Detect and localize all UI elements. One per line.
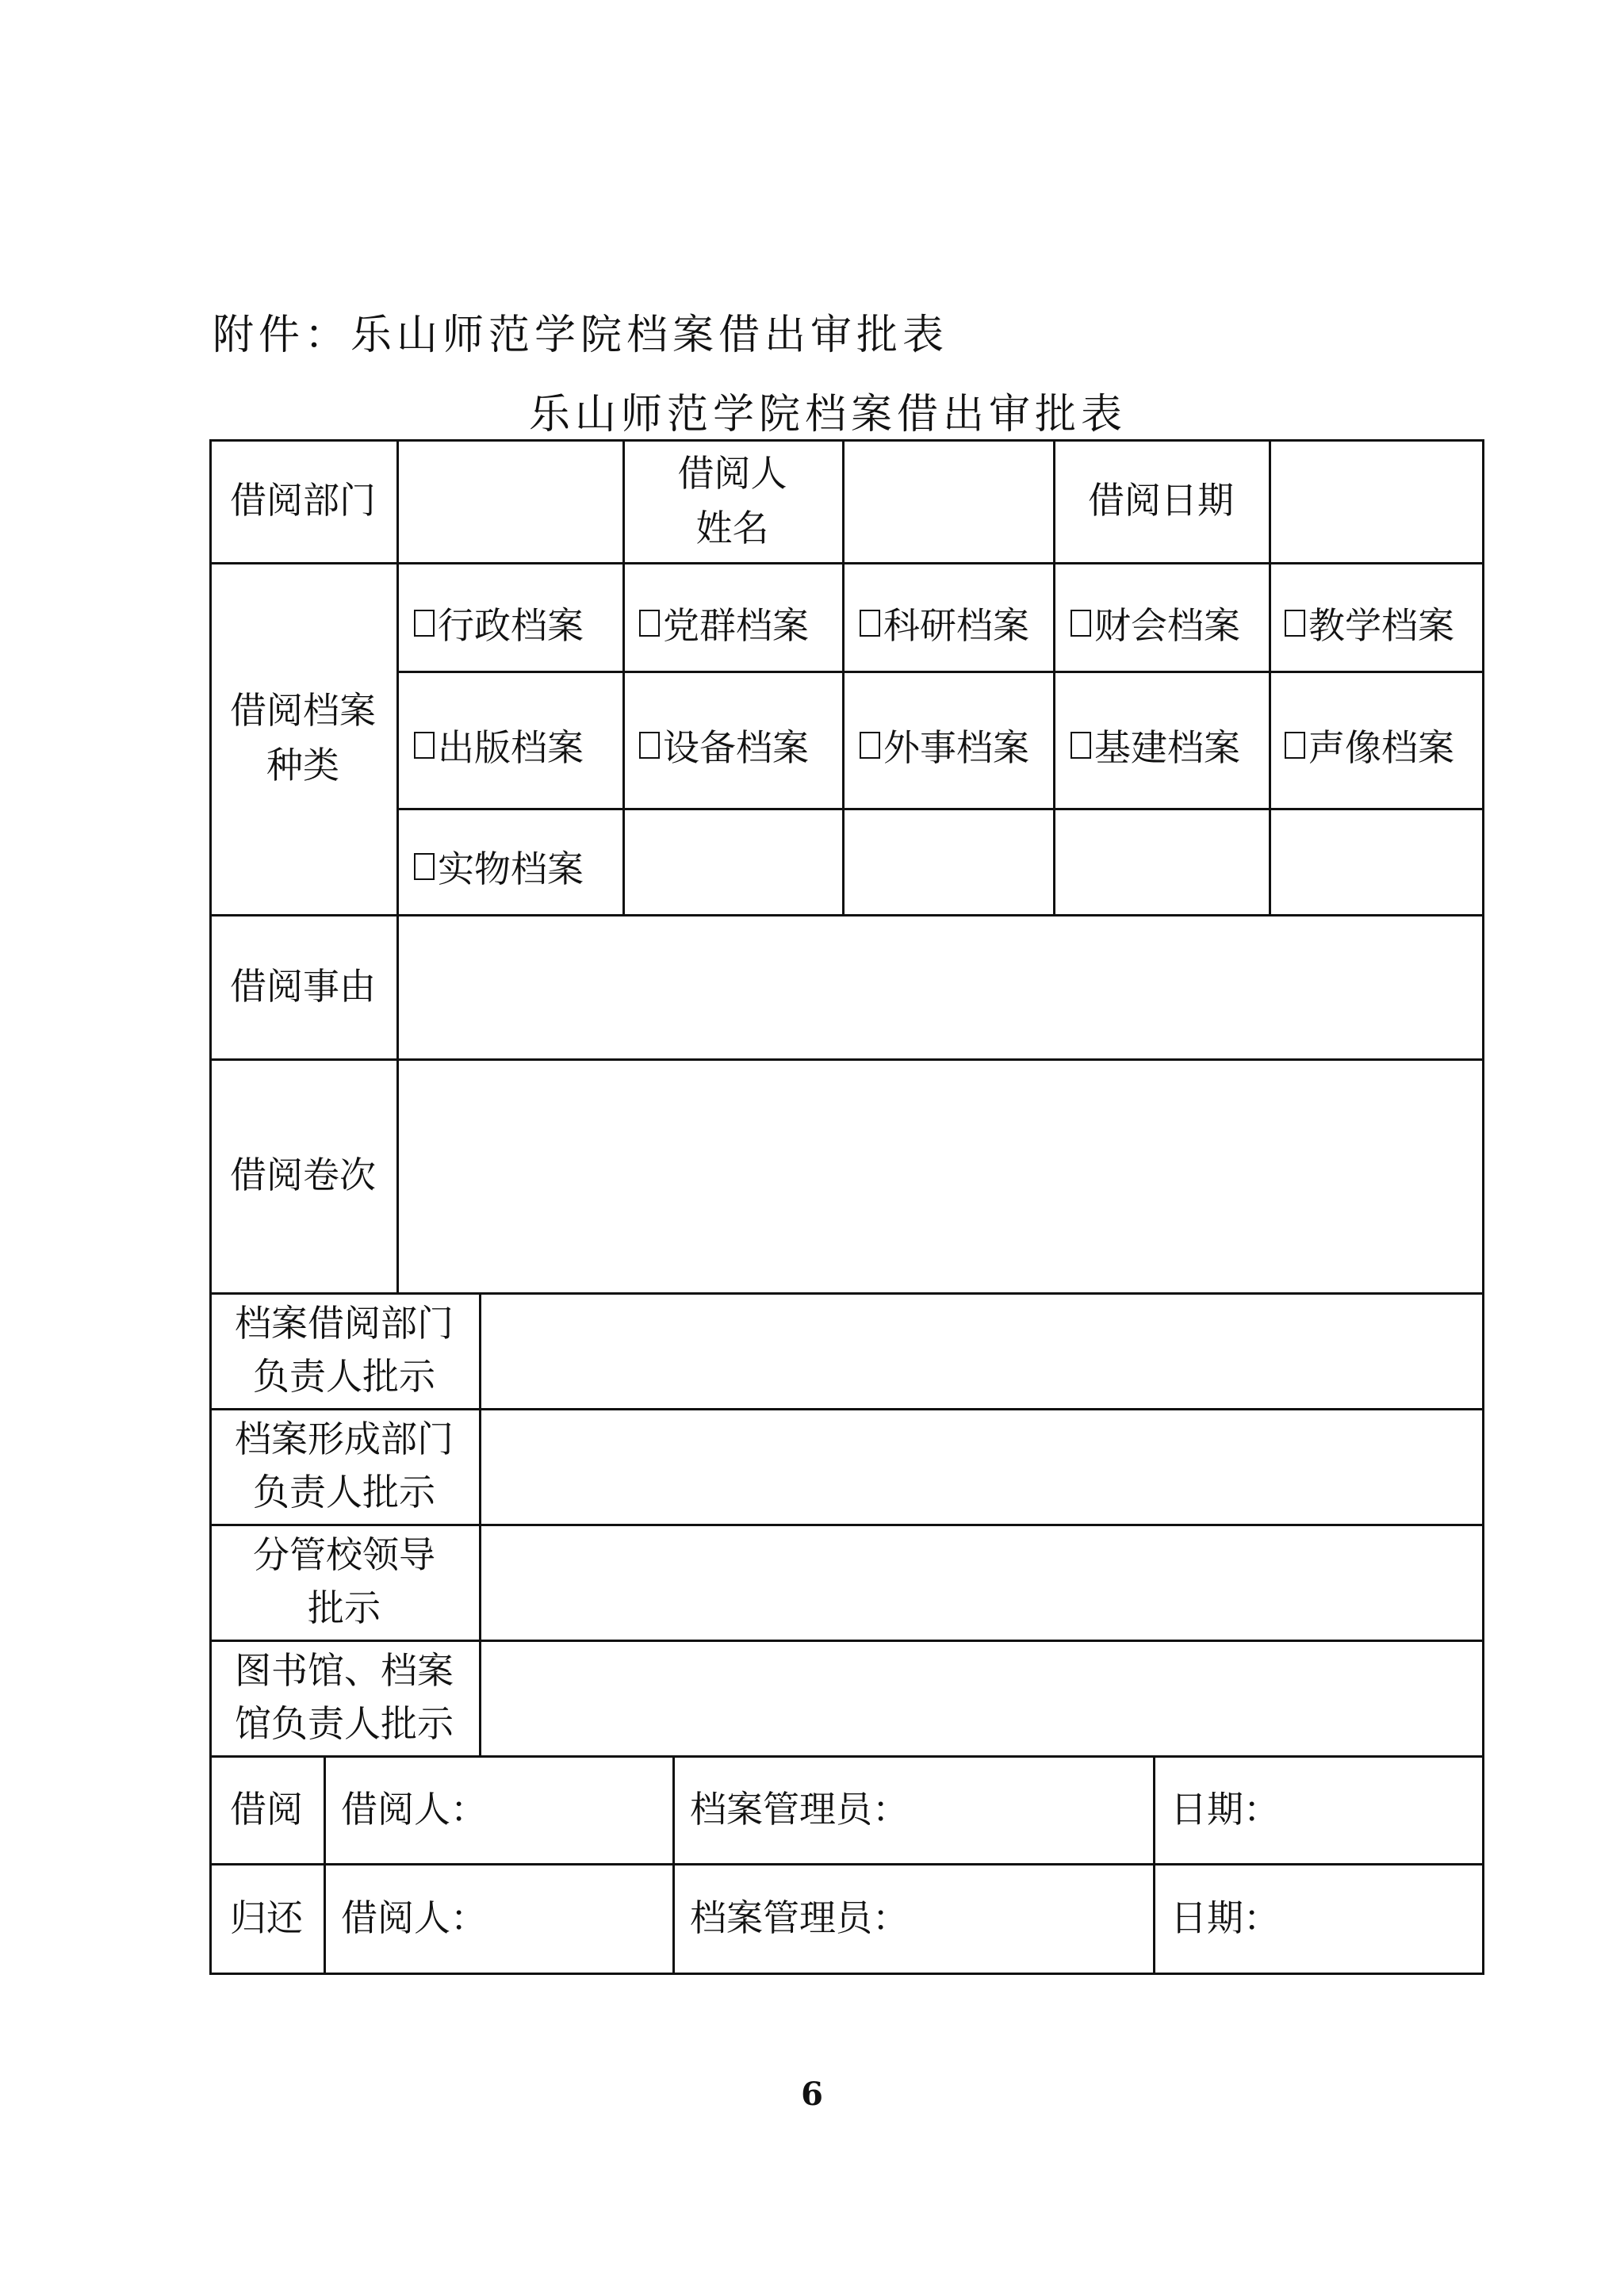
- category-option-label: 基建档案: [1094, 726, 1240, 769]
- approval-label-line2: 负责人批示: [253, 1355, 435, 1398]
- borrow-row-date[interactable]: 日期：: [1170, 1787, 1280, 1831]
- category-label-line1: 借阅档案: [230, 689, 376, 732]
- category-label-line2: 种类: [266, 744, 339, 786]
- category-option-label: 外事档案: [883, 726, 1029, 769]
- checkbox-icon[interactable]: [414, 853, 435, 880]
- category-option-physical[interactable]: [414, 840, 584, 893]
- approval-label-line1: 图书馆、档案: [235, 1649, 454, 1693]
- dept-label: 借阅部门: [230, 479, 376, 522]
- attachment-heading: 附件：乐山师范学院档案借出审批表: [213, 312, 949, 359]
- volumes-field[interactable]: [396, 1058, 1482, 1292]
- checkbox-icon[interactable]: [1071, 610, 1091, 637]
- category-option-label: 科研档案: [883, 604, 1029, 647]
- borrow-row-label: 借阅: [230, 1787, 303, 1831]
- approval-origin-dept-label: [209, 1408, 479, 1524]
- return-row-keeper[interactable]: 档案管理员：: [690, 1896, 909, 1939]
- category-option-label: 教学档案: [1308, 604, 1454, 647]
- checkbox-icon[interactable]: [1071, 732, 1091, 759]
- checkbox-icon[interactable]: [639, 610, 660, 637]
- checkbox-icon[interactable]: [639, 732, 660, 759]
- reason-field[interactable]: [396, 914, 1482, 1058]
- category-option-party[interactable]: [639, 597, 809, 649]
- borrow-row-keeper[interactable]: 档案管理员：: [690, 1787, 909, 1831]
- category-label: [209, 562, 396, 914]
- checkbox-icon[interactable]: [860, 732, 880, 759]
- approval-label-line1: 档案借阅部门: [235, 1302, 454, 1345]
- approval-label-line1: 分管校领导: [253, 1533, 435, 1577]
- borrow-date-label: 借阅日期: [1088, 479, 1234, 522]
- approval-label-line2: 批示: [308, 1586, 381, 1629]
- borrower-name-label-line1: 借阅人: [677, 451, 787, 495]
- borrow-date-field[interactable]: [1269, 439, 1482, 562]
- checkbox-icon[interactable]: [414, 610, 435, 637]
- category-option-foreign-affairs[interactable]: [860, 719, 1029, 771]
- checkbox-icon[interactable]: [1285, 732, 1305, 759]
- approval-borrowing-dept-field[interactable]: [479, 1292, 1482, 1408]
- return-row-date[interactable]: 日期：: [1170, 1896, 1280, 1939]
- category-option-equipment[interactable]: [639, 719, 809, 771]
- category-option-label: 声像档案: [1308, 726, 1454, 769]
- approval-borrowing-dept-label: [209, 1292, 479, 1408]
- category-option-audiovisual[interactable]: [1285, 719, 1454, 771]
- approval-school-leader-label: [209, 1524, 479, 1640]
- form-title: 乐山师范学院档案借出审批表: [528, 391, 1127, 438]
- category-option-publishing[interactable]: [414, 719, 584, 771]
- approval-label-line2: 负责人批示: [253, 1471, 435, 1513]
- return-row-label: 归还: [230, 1896, 303, 1939]
- approval-label-line2: 馆负责人批示: [235, 1702, 454, 1745]
- checkbox-icon[interactable]: [860, 610, 880, 637]
- return-row-borrower[interactable]: 借阅人：: [341, 1896, 487, 1939]
- borrower-name-label: [622, 439, 842, 562]
- category-option-teaching[interactable]: [1285, 597, 1454, 649]
- page-number: 6: [801, 2076, 823, 2113]
- category-option-construction[interactable]: [1071, 719, 1240, 771]
- category-option-admin[interactable]: [414, 597, 584, 649]
- borrow-row-borrower[interactable]: 借阅人：: [341, 1787, 487, 1831]
- reason-label: 借阅事由: [230, 964, 376, 1008]
- category-option-label: 党群档案: [663, 604, 809, 647]
- category-option-label: 设备档案: [663, 726, 809, 769]
- category-option-label: 财会档案: [1094, 604, 1240, 647]
- approval-library-archive-field[interactable]: [479, 1640, 1482, 1755]
- dept-field[interactable]: [396, 439, 622, 562]
- category-option-label: 出版档案: [438, 726, 584, 769]
- approval-library-archive-label: [209, 1640, 479, 1755]
- approval-origin-dept-field[interactable]: [479, 1408, 1482, 1524]
- checkbox-icon[interactable]: [1285, 610, 1305, 637]
- checkbox-icon[interactable]: [414, 732, 435, 759]
- category-option-label: 行政档案: [438, 604, 584, 647]
- approval-label-line1: 档案形成部门: [235, 1418, 454, 1461]
- category-option-finance[interactable]: [1071, 597, 1240, 649]
- approval-school-leader-field[interactable]: [479, 1524, 1482, 1640]
- borrower-name-field[interactable]: [842, 439, 1053, 562]
- borrower-name-label-line2: 姓名: [695, 506, 769, 549]
- category-option-label: 实物档案: [438, 848, 584, 890]
- volumes-label: 借阅卷次: [230, 1154, 376, 1196]
- category-option-research[interactable]: [860, 597, 1029, 649]
